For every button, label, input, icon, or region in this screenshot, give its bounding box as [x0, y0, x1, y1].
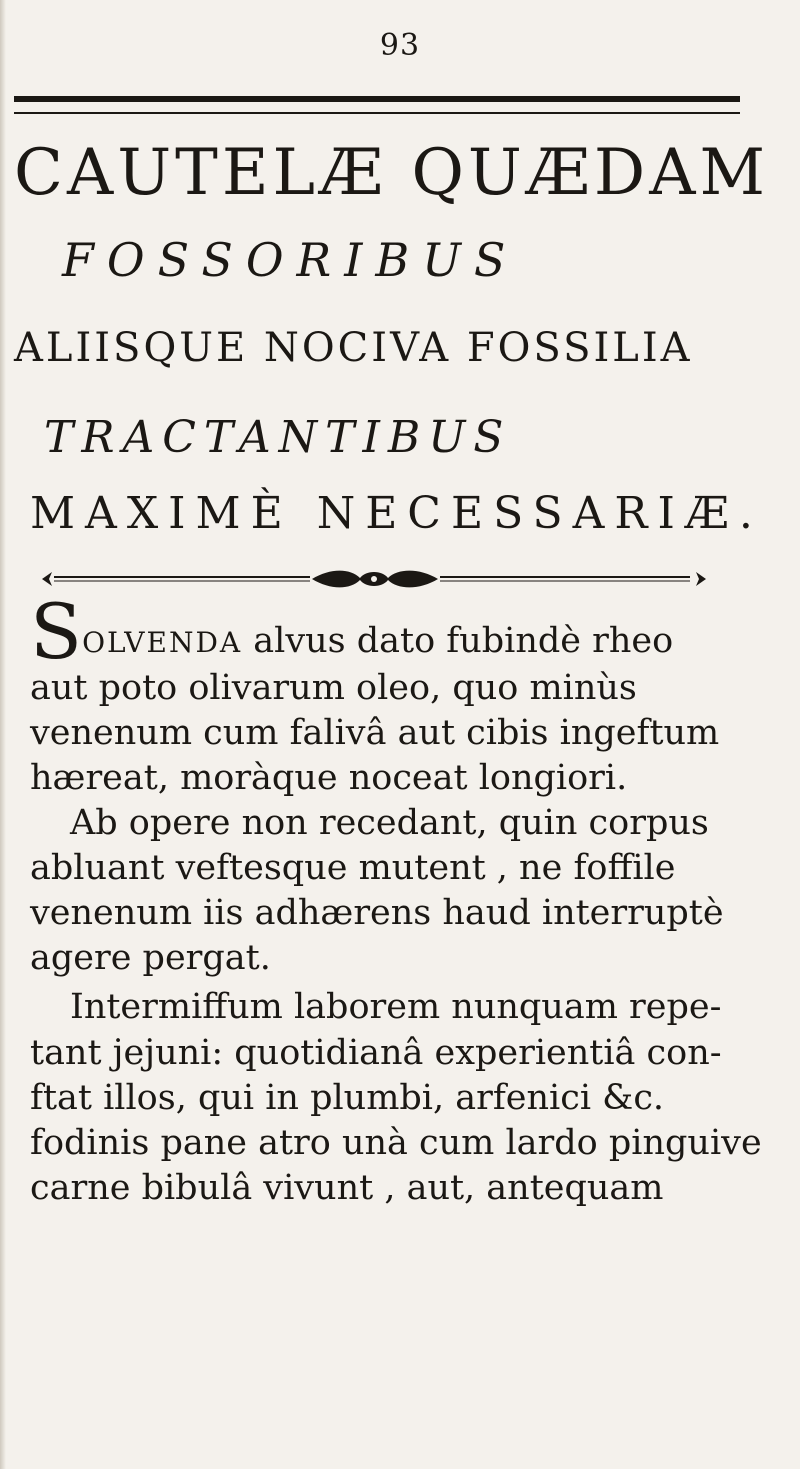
- header-rule-thin: [14, 112, 740, 114]
- page-number: 93: [379, 28, 421, 63]
- body-line-4: hæreat, moràque noceat longiori.: [30, 758, 628, 798]
- body-line-3: venenum cum falivâ aut cibis ingeftum: [30, 713, 720, 753]
- body-line-10: tant jejuni: quotidianâ experientiâ con-: [30, 1033, 722, 1073]
- body-line-13: carne bibulâ vivunt , aut, antequam: [30, 1168, 664, 1208]
- title-line-4: TRACTANTIBUS: [44, 412, 512, 463]
- title-line-5: MAXIMÈ NECESSARIÆ.: [30, 488, 763, 539]
- body-line-9: Intermiffum laborem nunquam repe-: [70, 987, 722, 1027]
- binding-edge: [0, 0, 6, 1469]
- body-line-1: [30, 587, 770, 676]
- body-line-8: agere pergat.: [30, 938, 271, 978]
- title-line-2: FOSSORIBUS: [62, 233, 519, 287]
- title-line-1: CAUTELÆ QUÆDAM: [14, 136, 769, 210]
- body-line-12: fodinis pane atro unà cum lardo pinguive: [30, 1123, 762, 1163]
- body-line-5: Ab opere non recedant, quin corpus: [70, 803, 709, 843]
- drop-cap: S: [30, 587, 83, 676]
- body-line-6: abluant veftesque mutent , ne foffile: [30, 848, 676, 888]
- body-line-1-rest: alvus dato fubindè rheo: [242, 621, 674, 661]
- body-line-11: ftat illos, qui in plumbi, arfenici &c.: [30, 1078, 665, 1118]
- body-line-2: aut poto olivarum oleo, quo minùs: [30, 668, 637, 708]
- header-rule-thick: [14, 96, 740, 102]
- body-line-7: venenum iis adhærens haud interruptè: [30, 893, 724, 933]
- title-line-3: ALIISQUE NOCIVA FOSSILIA: [14, 325, 693, 371]
- opening-word-small-caps: OLVENDA: [82, 626, 243, 659]
- ornament-divider: [40, 568, 708, 590]
